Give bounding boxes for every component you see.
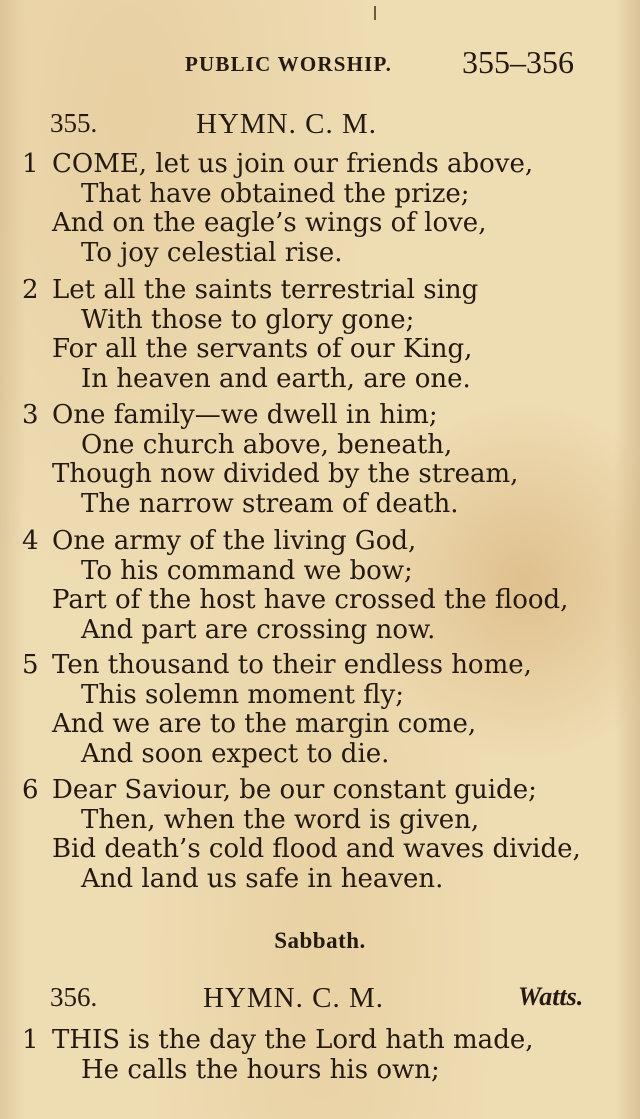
verse-line: That have obtained the prize; xyxy=(81,178,470,209)
verse-number: 1 xyxy=(22,149,39,179)
verse-number: 4 xyxy=(22,526,39,556)
hymn-number: 355. xyxy=(50,108,98,138)
verse-line: One church above, beneath, xyxy=(81,429,453,460)
verse-line: Part of the host have crossed the flood, xyxy=(52,585,569,615)
verse-line: And on the eagle’s wings of love, xyxy=(52,208,487,238)
hymn-number: 356. xyxy=(50,982,98,1012)
verse-number: 2 xyxy=(22,275,39,305)
verse-line: One family—we dwell in him; xyxy=(52,400,438,430)
hymn-title: HYMN. C. M. xyxy=(203,982,384,1014)
verse-line: And part are crossing now. xyxy=(81,614,436,645)
verse-number: 1 xyxy=(22,1025,39,1055)
running-title: PUBLIC WORSHIP. xyxy=(185,52,393,76)
verse-line: And soon expect to die. xyxy=(81,738,390,769)
hymn-title: HYMN. C. M. xyxy=(196,108,377,140)
hymn-355-heading xyxy=(0,108,640,144)
print-mark xyxy=(374,6,376,20)
verse-line: In heaven and earth, are one. xyxy=(81,363,471,394)
hymn-356-heading xyxy=(0,982,640,1018)
verse-line: Then, when the word is given, xyxy=(81,804,480,835)
verse-number: 5 xyxy=(22,650,39,680)
page-numbers: 355–356 xyxy=(462,44,574,80)
verse-line: Let all the saints terrestrial sing xyxy=(52,275,479,305)
verse-line: Bid death’s cold flood and waves divide, xyxy=(52,834,581,864)
verse-line: And we are to the margin come, xyxy=(52,709,477,739)
verse-line: For all the servants of our King, xyxy=(52,334,473,364)
page-header xyxy=(0,44,640,84)
verse-line: With those to glory gone; xyxy=(81,304,415,335)
verse-line: And land us safe in heaven. xyxy=(81,863,444,894)
verse-line: COME, let us join our friends above, xyxy=(52,149,534,179)
verse-line: One army of the living God, xyxy=(52,526,417,556)
verse-line: To his command we bow; xyxy=(81,555,413,586)
verse-line: The narrow stream of death. xyxy=(81,488,459,519)
verse-number: 6 xyxy=(22,775,39,805)
verse-line: He calls the hours his own; xyxy=(81,1054,440,1085)
verse-number: 3 xyxy=(22,400,39,430)
verse-line: Ten thousand to their endless home, xyxy=(52,650,532,680)
verse-line: This solemn moment fly; xyxy=(81,679,404,710)
verse-line: Though now divided by the stream, xyxy=(52,459,519,489)
verse-line: THIS is the day the Lord hath made, xyxy=(52,1025,534,1055)
verse-line: To joy celestial rise. xyxy=(81,237,343,268)
verse-line: Dear Saviour, be our constant guide; xyxy=(52,775,537,805)
hymn-author: Watts. xyxy=(518,982,584,1011)
section-heading: Sabbath. xyxy=(274,928,366,953)
